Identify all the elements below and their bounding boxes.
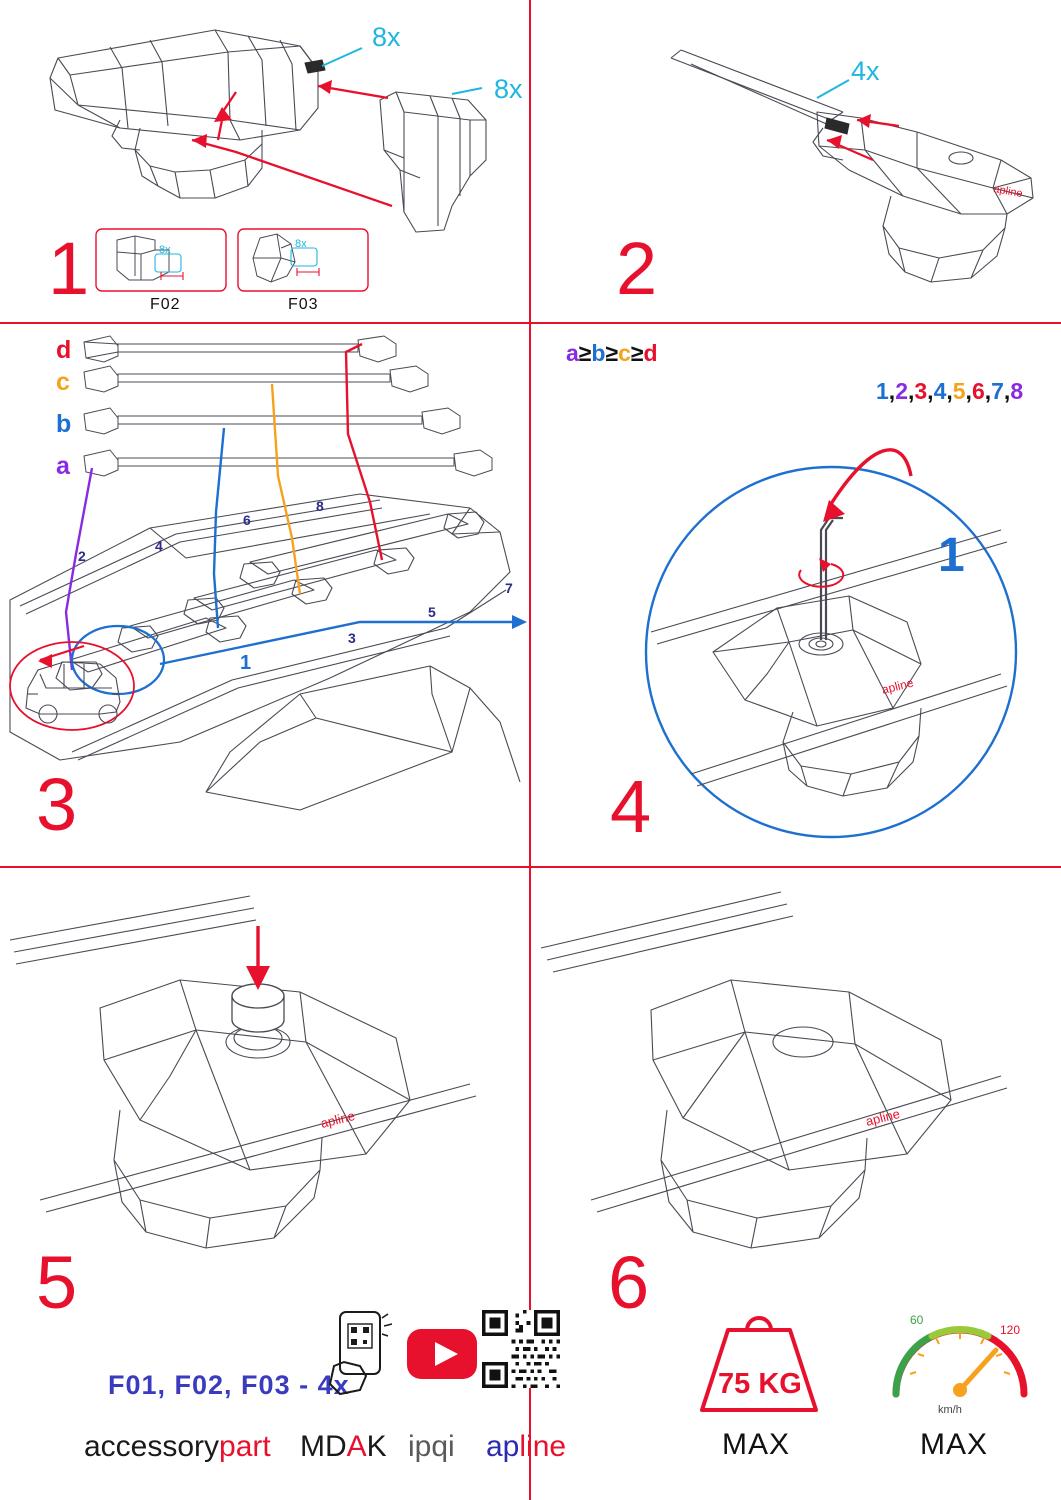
step4-sequence: 1,2,3,4,5,6,7,8: [876, 378, 1024, 404]
step1-qty-top: 8x: [372, 22, 401, 52]
brand-part-text: part: [219, 1430, 271, 1463]
svg-text:8x: 8x: [295, 238, 307, 250]
step-4-number: 4: [610, 765, 652, 848]
step-2-number: 2: [616, 227, 658, 310]
roof-point-7: 7: [505, 580, 513, 596]
svg-text:60: 60: [910, 1313, 924, 1327]
step-3-number: 3: [36, 763, 78, 846]
svg-text:apline: apline: [880, 675, 915, 697]
speed-unit-label: km/h: [938, 1404, 962, 1416]
step1-part-boxes: [95, 228, 395, 318]
brand-accessorypart: [84, 1430, 271, 1464]
bar-label-d: d: [56, 336, 72, 364]
brand-mdak: MDAK: [300, 1430, 387, 1463]
roof-point-2: 2: [78, 548, 86, 564]
step5-parts-note: F01, F02, F03 - 4x: [108, 1370, 350, 1400]
svg-text:8x: 8x: [159, 244, 171, 256]
step3-formula: a≥b≥c≥d: [566, 340, 658, 366]
step5-illustration: [0, 870, 529, 1260]
youtube-icon[interactable]: [406, 1328, 478, 1380]
bar-label-c: c: [56, 368, 70, 396]
speed-max-label: MAX: [920, 1428, 989, 1461]
svg-text:apline: apline: [992, 183, 1024, 201]
part-code-f02: F02: [150, 296, 181, 313]
phone-qr-icon: [326, 1310, 396, 1400]
brand-ipqi: ipqi: [408, 1430, 455, 1463]
step1-qty-right: 8x: [494, 74, 523, 104]
bar-label-b: b: [56, 410, 72, 438]
roof-point-3: 3: [348, 630, 356, 646]
svg-text:apline: apline: [319, 1107, 357, 1131]
roof-point-8: 8: [316, 498, 324, 514]
step3-illustration: [0, 322, 529, 866]
part-code-f03: F03: [288, 296, 319, 313]
roof-point-4: 4: [155, 538, 163, 554]
brand-apline: apline: [486, 1430, 567, 1463]
step-1-number: 1: [48, 227, 90, 310]
qr-code-icon[interactable]: [482, 1310, 560, 1388]
roof-point-1: 1: [240, 652, 252, 674]
speed-limit-icon: [880, 1298, 1040, 1418]
bar-label-a: a: [56, 452, 70, 480]
roof-point-6: 6: [243, 512, 251, 528]
step3-vehicle-direction-icon: [4, 630, 144, 740]
step2-qty: 4x: [851, 56, 880, 86]
step-6-number: 6: [608, 1241, 650, 1324]
step6-illustration: [531, 870, 1061, 1260]
roof-point-5: 5: [428, 604, 436, 620]
weight-value: 75 KG: [718, 1368, 802, 1400]
step4-callout-number: 1: [938, 529, 965, 582]
brand-accessory-text: accessory: [84, 1430, 220, 1463]
step2-illustration: [531, 0, 1061, 322]
step-5-number: 5: [36, 1241, 78, 1324]
svg-text:apline: apline: [864, 1105, 902, 1129]
weight-max-label: MAX: [722, 1428, 791, 1461]
svg-text:120: 120: [1000, 1323, 1021, 1337]
